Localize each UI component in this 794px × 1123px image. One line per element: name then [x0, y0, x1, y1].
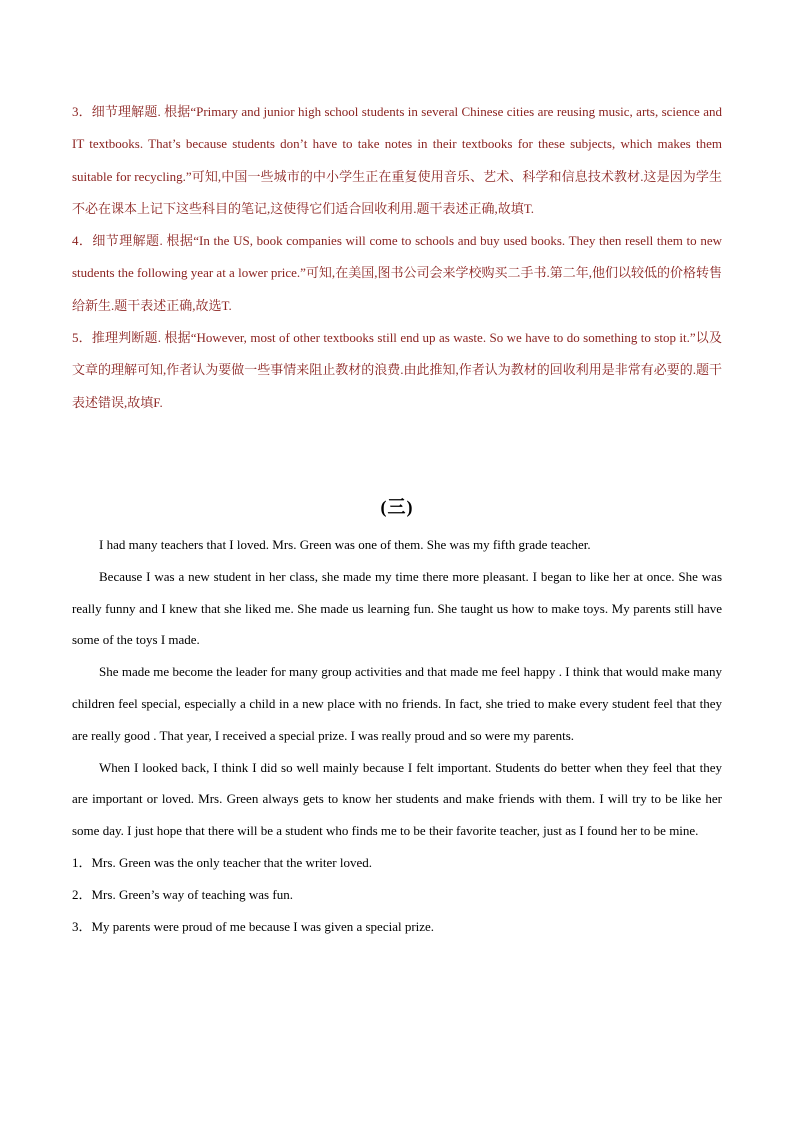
- passage-paragraph: Because I was a new student in her class, she made my time there more pleasant. I began to like her at once. She was really funny and I knew that she liked me. She made us learning fun. She taught us how to make toys. My parents still have some of the toys I made.: [72, 568, 722, 648]
- reading-passage: [72, 529, 722, 942]
- passage-paragraph: She made me become the leader for many group activities and that made me feel happy . I think that would make many children feel special, especially a child in a new place with no friends. In fact, she tried to make every student feel that they are really good . That year, I received a special prize. I was really proud and so were my parents.: [72, 664, 722, 743]
- question-item: 3．My parents were proud of me because I was given a special prize.: [72, 918, 435, 934]
- answer-4: [72, 225, 722, 322]
- answer-5: [72, 322, 722, 419]
- question-item: 2．Mrs. Green’s way of teaching was fun.: [72, 886, 293, 902]
- answer-text: 细节理解题. 根据“In the US, book companies will come to schools and buy used books. They then resell them to new students the following year at a lower price.”可知,在美国,图书公司会来学校购买二手书.第二年,他们以较低的价格转售给新生.题干表述正确,故选T.: [72, 233, 722, 313]
- passage-paragraph: I had many teachers that I loved. Mrs. Green was one of them. She was my fifth grade teacher.: [99, 537, 591, 552]
- passage-paragraph: When I looked back, I think I did so well mainly because I felt important. Students do better when they feel that they are important or loved. Mrs. Green always gets to know her students and make friends with them. I will try to be like her some day. I just hope that there will be a student who finds me to be their favorite teacher, just as I found her to be mine.: [72, 759, 722, 839]
- answer-3: [72, 96, 722, 225]
- answer-number: 4．: [72, 233, 93, 249]
- answer-number: 5．: [72, 330, 92, 346]
- section-title: (三): [380, 497, 414, 517]
- answer-number: 3．: [72, 104, 92, 119]
- question-item: 1．Mrs. Green was the only teacher that the writer loved.: [72, 854, 372, 870]
- answer-text: 推理判断题. 根据“However, most of other textbooks still end up as waste. So we have to do something to stop it.”以及文章的理解可知,作者认为要做一些事情来阻止教材的浪费.由此推知,作者认为教材的回收利用是非常有必要的.题干表述错误,故填F.: [72, 330, 723, 410]
- answer-explanations: [72, 96, 722, 419]
- answer-text: 细节理解题. 根据“Primary and junior high school students in several Chinese cities are reusing music, arts, science and IT textbooks. That’s because students don’t have to take notes in their textbooks for these subjects, which makes them suitable for recycling.”可知,中国一些城市的中小学生正在重复使用音乐、艺术、科学和信息技术教材.这是因为学生不必在课本上记下这些科目的笔记,这使得它们适合回收利用.题干表述正确,故填T.: [72, 104, 722, 216]
